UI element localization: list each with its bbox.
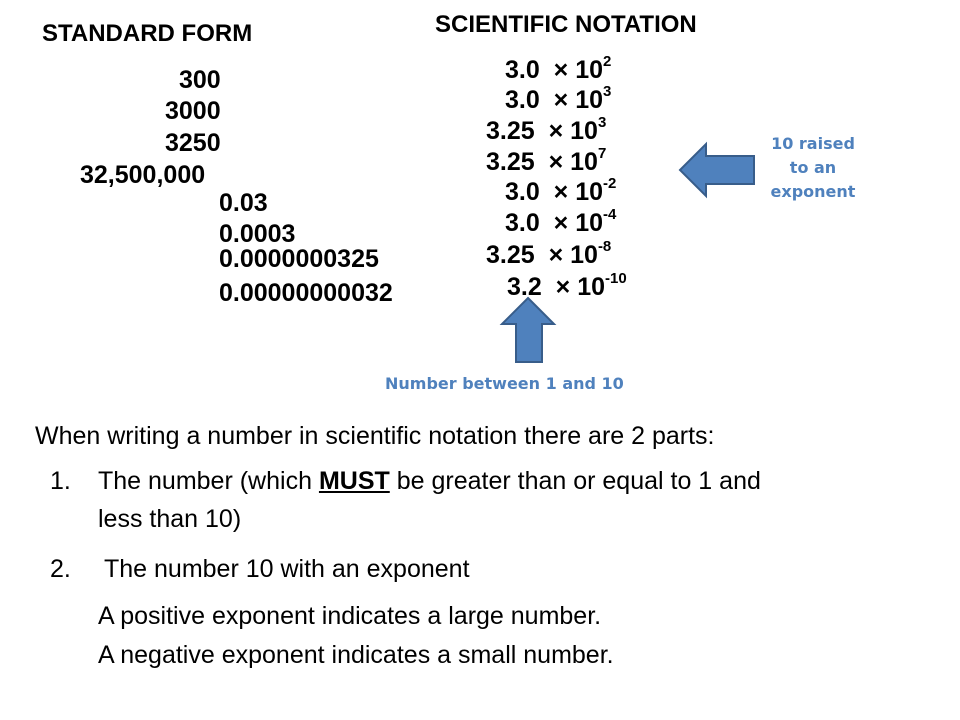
standard-form-header: STANDARD FORM bbox=[42, 20, 253, 47]
exponent: 2 bbox=[603, 52, 612, 70]
intro-text: When writing a number in scientific notation there are 2 parts: bbox=[35, 422, 715, 450]
times-ten: × 10 bbox=[553, 86, 604, 114]
exponent: 7 bbox=[597, 144, 607, 162]
list-item-text: be greater than or equal to 1 and bbox=[389, 467, 761, 495]
coefficient: 3.0 bbox=[505, 209, 540, 237]
negative-exponent-note: A negative exponent indicates a small number. bbox=[98, 641, 614, 669]
standard-number: 0.0003 bbox=[219, 220, 296, 248]
coefficient: 3.0 bbox=[505, 178, 540, 206]
scientific-value bbox=[486, 237, 612, 270]
coefficient: 3.2 bbox=[507, 273, 542, 301]
times-ten: × 10 bbox=[553, 209, 604, 237]
number-callout: Number between 1 and 10 bbox=[385, 374, 624, 393]
times-ten: × 10 bbox=[548, 117, 598, 145]
scientific-value bbox=[505, 205, 617, 238]
standard-number: 300 bbox=[179, 66, 221, 94]
coefficient: 3.25 bbox=[486, 148, 535, 176]
arrow-up-icon bbox=[500, 296, 560, 366]
list-item-1 bbox=[98, 467, 761, 496]
arrow-left-icon bbox=[678, 142, 758, 202]
coefficient: 3.0 bbox=[505, 56, 540, 84]
exponent: 3 bbox=[603, 82, 612, 100]
emphasis-must: MUST bbox=[318, 467, 390, 495]
positive-exponent-note: A positive exponent indicates a large number. bbox=[98, 602, 602, 630]
standard-number: 3000 bbox=[165, 97, 221, 125]
list-item-2: The number 10 with an exponent bbox=[104, 555, 470, 583]
list-item-text: The number (which bbox=[98, 467, 319, 495]
times-ten: × 10 bbox=[555, 273, 606, 301]
scientific-value bbox=[505, 52, 612, 85]
exponent: -4 bbox=[603, 205, 617, 223]
times-ten: × 10 bbox=[548, 148, 598, 176]
list-number: 2. bbox=[50, 555, 71, 583]
standard-number: 0.0000000325 bbox=[219, 245, 379, 273]
exponent-callout-line: to an bbox=[789, 158, 837, 177]
coefficient: 3.25 bbox=[486, 241, 535, 269]
scientific-value bbox=[486, 113, 607, 146]
coefficient: 3.25 bbox=[486, 117, 535, 145]
exponent-callout-line: 10 raised bbox=[771, 134, 855, 153]
exponent-callout bbox=[753, 132, 873, 204]
exponent: -8 bbox=[597, 237, 612, 255]
standard-number: 0.03 bbox=[219, 189, 268, 217]
times-ten: × 10 bbox=[553, 56, 604, 84]
scientific-value bbox=[505, 82, 612, 115]
coefficient: 3.0 bbox=[505, 86, 540, 114]
standard-number: 0.00000000032 bbox=[219, 279, 393, 307]
exponent-callout-line: exponent bbox=[770, 182, 856, 201]
exponent: -2 bbox=[603, 174, 617, 192]
scientific-notation-header: SCIENTIFIC NOTATION bbox=[435, 11, 697, 38]
times-ten: × 10 bbox=[548, 241, 598, 269]
list-number: 1. bbox=[50, 467, 71, 495]
scientific-value bbox=[486, 144, 607, 177]
standard-number: 3250 bbox=[165, 129, 221, 157]
list-item-1-continued: less than 10) bbox=[98, 505, 242, 533]
standard-number: 32,500,000 bbox=[80, 161, 206, 189]
scientific-value bbox=[505, 174, 617, 207]
times-ten: × 10 bbox=[553, 178, 604, 206]
exponent: -10 bbox=[605, 269, 627, 287]
exponent: 3 bbox=[597, 113, 607, 131]
